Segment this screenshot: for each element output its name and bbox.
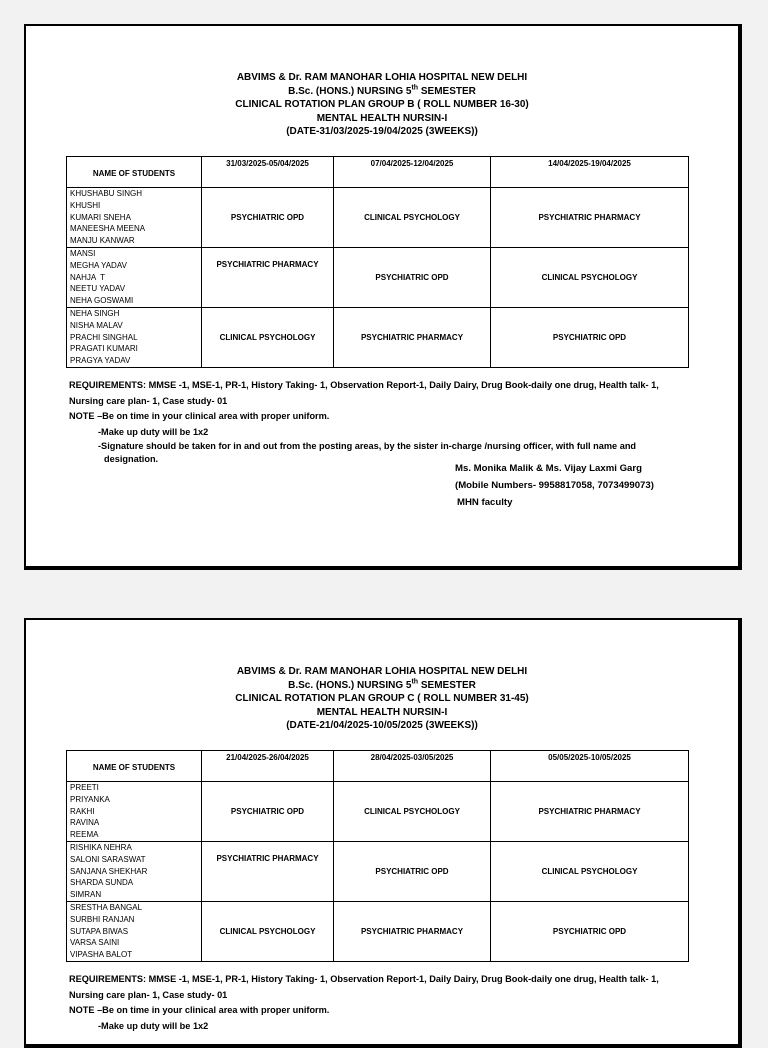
student-name: PRAGYA YADAV — [70, 356, 131, 366]
student-name: RISHIKA NEHRA — [70, 843, 132, 852]
program-line: B.Sc. (HONS.) NURSING 5th SEMESTER — [288, 678, 476, 691]
posting-cell: PSYCHIATRIC OPD — [202, 188, 334, 248]
document-page-group-b — [24, 24, 742, 570]
column-header-week3: 14/04/2025-19/04/2025 — [491, 157, 689, 188]
student-name: MANEESHA MEENA — [70, 224, 146, 234]
table-row — [67, 248, 689, 308]
table-header-row — [67, 157, 689, 188]
requirements-text: REQUIREMENTS: MMSE -1, MSE-1, PR-1, History Taking- 1, Observation Report-1, Daily Dairy, Drug Book-daily one drug, Health talk- 1, — [69, 380, 659, 390]
rotation-table — [66, 156, 689, 368]
note-signature: -Signature should be taken for in and out from the posting areas, by the sister in-charge /nursing officer, with full name and — [98, 441, 637, 451]
rotation-table — [66, 750, 689, 962]
table-row — [67, 782, 689, 842]
student-name: MANJU KANWAR — [70, 236, 135, 246]
table-row — [67, 902, 689, 962]
subject-title: MENTAL HEALTH NURSIN-I — [316, 706, 448, 718]
student-name: SHARDA SUNDA — [70, 878, 134, 888]
table-row — [67, 308, 689, 368]
page-header — [26, 71, 738, 139]
student-names-cell — [67, 782, 202, 842]
student-names-cell — [67, 248, 202, 308]
posting-cell: PSYCHIATRIC PHARMACY — [334, 902, 491, 962]
note-uniform: NOTE –Be on time in your clinical area with proper uniform. — [69, 1005, 330, 1015]
signature-block — [455, 460, 654, 511]
column-header-week2: 28/04/2025-03/05/2025 — [334, 751, 491, 782]
note-uniform: NOTE –Be on time in your clinical area with proper uniform. — [69, 411, 330, 421]
rotation-plan-title: CLINICAL ROTATION PLAN GROUP C ( ROLL NUMBER 31-45) — [235, 693, 529, 704]
column-header-students: NAME OF STUDENTS — [67, 157, 202, 188]
posting-cell: CLINICAL PSYCHOLOGY — [202, 308, 334, 368]
student-name: PRACHI SINGHAL — [70, 332, 138, 342]
faculty-mobile: (Mobile Numbers- 9958817058, 7073499073) — [455, 480, 654, 491]
student-name: PRAGATI KUMARI — [70, 344, 138, 354]
hospital-name: ABVIMS & Dr. RAM MANOHAR LOHIA HOSPITAL NEW DELHI — [236, 666, 528, 677]
date-range: (DATE-31/03/2025-19/04/2025 (3WEEKS)) — [286, 126, 478, 137]
note-makeup-duty: -Make up duty will be 1x2 — [98, 426, 209, 437]
student-name: NEETU YADAV — [70, 284, 126, 294]
student-name: RAVINA — [70, 818, 100, 828]
student-name: NEHA GOSWAMI — [70, 296, 134, 306]
column-header-week2: 07/04/2025-12/04/2025 — [334, 157, 491, 188]
column-header-week1: 21/04/2025-26/04/2025 — [202, 751, 334, 782]
requirements-text-cont: Nursing care plan- 1, Case study- 01 — [69, 395, 228, 406]
posting-cell: PSYCHIATRIC PHARMACY — [202, 248, 334, 308]
student-name: PRIYANKA — [70, 794, 110, 804]
requirements-block — [69, 972, 689, 1034]
posting-cell: CLINICAL PSYCHOLOGY — [334, 782, 491, 842]
rotation-plan-title: CLINICAL ROTATION PLAN GROUP B ( ROLL NUMBER 16-30) — [235, 99, 529, 110]
student-name: KUMARI SNEHA — [70, 212, 131, 222]
student-name: VARSA SAINI — [70, 938, 120, 948]
note-makeup-duty: -Make up duty will be 1x2 — [98, 1020, 209, 1031]
program-line: B.Sc. (HONS.) NURSING 5th SEMESTER — [288, 84, 476, 97]
page-header — [26, 665, 738, 733]
student-names-cell — [67, 308, 202, 368]
posting-cell: PSYCHIATRIC PHARMACY — [202, 842, 334, 902]
posting-cell: CLINICAL PSYCHOLOGY — [334, 188, 491, 248]
student-names-cell — [67, 188, 202, 248]
date-range: (DATE-21/04/2025-10/05/2025 (3WEEKS)) — [286, 720, 478, 731]
posting-cell: PSYCHIATRIC OPD — [491, 308, 689, 368]
student-name: SALONI SARASWAT — [70, 854, 146, 864]
posting-cell: PSYCHIATRIC PHARMACY — [334, 308, 491, 368]
posting-cell: CLINICAL PSYCHOLOGY — [491, 842, 689, 902]
student-name: SUTAPA BIWAS — [70, 926, 129, 936]
requirements-text: REQUIREMENTS: MMSE -1, MSE-1, PR-1, History Taking- 1, Observation Report-1, Daily Dairy, Drug Book-daily one drug, Health talk- 1, — [69, 974, 659, 984]
student-name: KHUSHABU SINGH — [70, 189, 143, 198]
student-name: NEHA SINGH — [70, 309, 120, 318]
student-name: SRESTHA BANGAL — [70, 903, 143, 912]
document-page-group-c — [24, 618, 742, 1048]
table-header-row — [67, 751, 689, 782]
posting-cell: PSYCHIATRIC PHARMACY — [491, 188, 689, 248]
table-row — [67, 842, 689, 902]
student-name: MEGHA YADAV — [70, 260, 127, 270]
student-name: PREETI — [70, 783, 99, 792]
requirements-text-cont: Nursing care plan- 1, Case study- 01 — [69, 989, 228, 1000]
faculty-dept: MHN faculty — [457, 497, 513, 508]
posting-cell: PSYCHIATRIC OPD — [491, 902, 689, 962]
student-name: NAHJA T — [70, 272, 105, 282]
table-row — [67, 188, 689, 248]
faculty-names: Ms. Monika Malik & Ms. Vijay Laxmi Garg — [455, 463, 642, 474]
student-name: SIMRAN — [70, 890, 102, 900]
student-name: RAKHI — [70, 806, 95, 816]
note-signature-cont: designation. — [104, 454, 159, 464]
student-names-cell — [67, 842, 202, 902]
student-names-cell — [67, 902, 202, 962]
student-name: KHUSHI — [70, 200, 101, 210]
column-header-students: NAME OF STUDENTS — [67, 751, 202, 782]
posting-cell: PSYCHIATRIC OPD — [202, 782, 334, 842]
posting-cell: CLINICAL PSYCHOLOGY — [202, 902, 334, 962]
hospital-name: ABVIMS & Dr. RAM MANOHAR LOHIA HOSPITAL NEW DELHI — [236, 72, 528, 83]
student-name: SANJANA SHEKHAR — [70, 866, 148, 876]
posting-cell: CLINICAL PSYCHOLOGY — [491, 248, 689, 308]
posting-cell: PSYCHIATRIC OPD — [334, 842, 491, 902]
student-name: REEMA — [70, 830, 99, 840]
student-name: NISHA MALAV — [70, 320, 123, 330]
posting-cell: PSYCHIATRIC OPD — [334, 248, 491, 308]
posting-cell: PSYCHIATRIC PHARMACY — [491, 782, 689, 842]
column-header-week3: 05/05/2025-10/05/2025 — [491, 751, 689, 782]
student-name: MANSI — [70, 249, 96, 258]
student-name: VIPASHA BALOT — [70, 950, 133, 960]
subject-title: MENTAL HEALTH NURSIN-I — [316, 112, 448, 124]
column-header-week1: 31/03/2025-05/04/2025 — [202, 157, 334, 188]
requirements-block — [69, 378, 689, 466]
student-name: SURBHI RANJAN — [70, 914, 135, 924]
